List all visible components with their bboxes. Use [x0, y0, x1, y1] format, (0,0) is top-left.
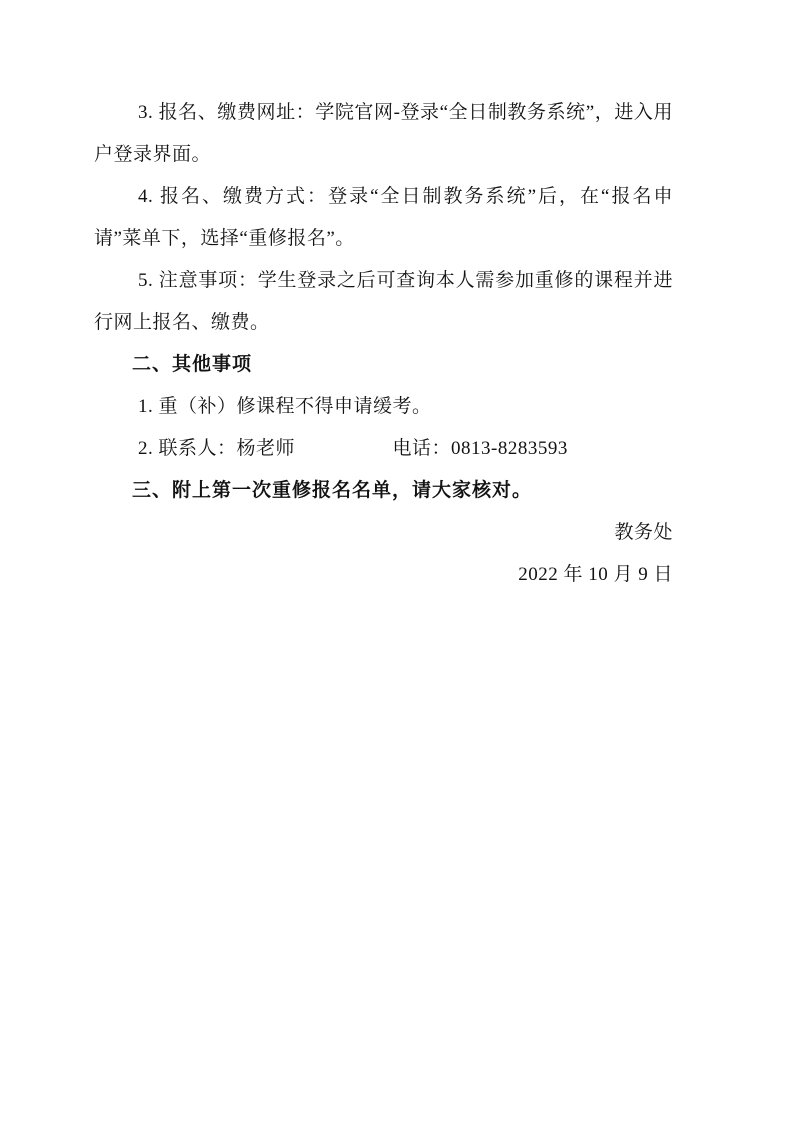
- section-heading-other-matters: 二、其他事项: [132, 354, 253, 375]
- contact-phone: 电话：0813-8283593: [392, 438, 568, 459]
- document-body: [94, 92, 673, 596]
- list-item-notes: 5. 注意事项：学生登录之后可查询本人需参加重修的课程并进行网上报名、缴费。: [94, 270, 673, 333]
- section-heading-attached-list: 三、附上第一次重修报名名单，请大家核对。: [132, 480, 533, 501]
- list-item-registration-url: 3. 报名、缴费网址：学院官网-登录“全日制教务系统”，进入用户登录界面。: [94, 102, 673, 165]
- signature-date: 2022 年 10 月 9 日: [518, 564, 673, 585]
- contact-line: [94, 428, 673, 470]
- note-no-deferred-exam: 1. 重（补）修课程不得申请缓考。: [138, 396, 432, 417]
- list-item-registration-method: 4. 报名、缴费方式：登录“全日制教务系统”后，在“报名申请”菜单下，选择“重修报名”。: [94, 186, 673, 249]
- contact-person: 2. 联系人：杨老师: [138, 438, 296, 459]
- signature-department: 教务处: [614, 522, 673, 543]
